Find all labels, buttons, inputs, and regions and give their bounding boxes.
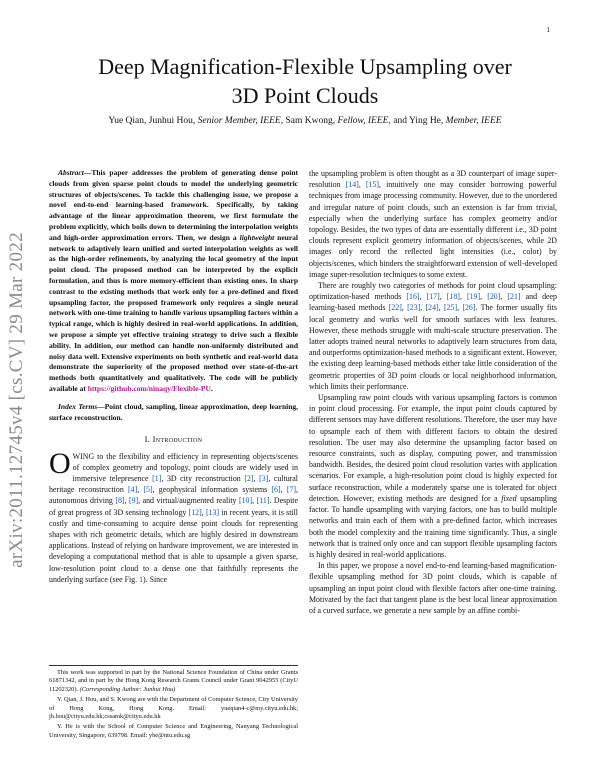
left-column (49, 168, 298, 585)
citation-link[interactable]: [8] (115, 496, 125, 506)
citation-link[interactable]: [25] (443, 303, 458, 313)
author-names-3: and Ying He, (390, 116, 446, 126)
body-text: , (419, 292, 427, 302)
footnote-funding (49, 669, 298, 694)
intro-caps: WING (72, 451, 95, 461)
body-text: the upsampling problem is often thought as a 3D counterpart of image super-resolution (309, 169, 557, 190)
intro-text: , autonomous driving (49, 485, 298, 506)
section-heading-introduction: I. Introduction (144, 434, 203, 445)
body-text: , (480, 292, 488, 302)
drop-cap: O (49, 446, 71, 480)
footnotes (49, 665, 298, 742)
abstract-emphasis: lightweight (239, 232, 275, 242)
author-names-2: Sam Kwong, (283, 116, 338, 126)
citation-link[interactable]: [6] (271, 485, 281, 495)
right-column (309, 168, 557, 616)
citation-link[interactable]: [24] (425, 303, 439, 313)
citation-link[interactable]: [5] (143, 485, 153, 495)
body-text: , (459, 292, 467, 302)
code-link[interactable]: https://github.com/ninaqy/Flexible-PU (87, 383, 211, 393)
author-role-3: Member, IEEE (445, 116, 502, 126)
abstract-end: . (210, 383, 213, 393)
citation-link[interactable]: [3] (259, 473, 269, 483)
abstract (49, 168, 298, 395)
figure-link[interactable]: 1 (139, 574, 144, 584)
author-names-1: Yue Qian, Junhui Hou, (108, 116, 198, 126)
citation-link[interactable]: [19] (466, 292, 481, 302)
right-paragraph-1 (309, 168, 557, 280)
citation-link[interactable]: [20] (487, 292, 501, 302)
author-list (50, 115, 560, 127)
footnote-affiliation-2: Y. He is with the School of Computer Science and Engineering, Nanyang Technological University, Singapore, 639798. Email: yhe@ntu.edu.sg (49, 723, 298, 739)
intro-text: ). Since (143, 574, 168, 584)
index-terms (49, 402, 298, 424)
citation-link[interactable]: [17] (426, 292, 440, 302)
intro-text: , (124, 496, 129, 506)
intro-text: , geophysical information systems (152, 485, 272, 495)
body-text: , (420, 303, 426, 313)
citation-link[interactable]: [11] (256, 496, 270, 506)
citation-link[interactable]: [16] (406, 292, 420, 302)
right-paragraph-2 (309, 280, 557, 392)
citation-link[interactable]: [15] (365, 180, 380, 190)
body-text: Upsampling raw point clouds with various upsampling factors is common in point cloud processing. For example, the input point clouds captured by different sensors may have different resolutions. Therefore, the user may have to upsample each of them with different factors to obtain the desired resolution. The user may also determine the upsampling factor based on resource constraints, such as display, computing power, and transmission bandwidth. Besides, the desired point cloud resolution varies with application scenarios. For example, a high-resolution point cloud is highly expected for surface reconstruction, while a moderately sparse one is tolerated for object detection. However, existing methods are designed for a (309, 393, 557, 503)
abstract-text-2: neural network to adaptively learn unified and sorted interpolation weights as well as the high-order refinements, by analyzing the local geometry of the input point cloud. The proposed method can be interpreted by the explicit formulation, and thus is more memory-efficient than existing ones. In sharp contrast to the existing methods that work only for a pre-defined and fixed upsampling factor, the proposed framework only requires a single neural network with one-time training to handle various upsampling factors within a typical range, which is highly desired in real-world applications. In addition, we propose a simple yet effective training strategy to drive such a flexible ability. In addition, our method can handle non-uniformly distributed and noisy data well. Extensive experiments on both synthetic and real-world data demonstrate the superiority of the proposed method over state-of-the-art methods both quantitatively and qualitatively. The code will be publicly available at (49, 232, 298, 393)
body-text: . The former usually fits local geometry and works well for smooth surfaces with less features. However, these methods struggle with multi-scale structure preservation. The latter adopts trained neural networks to adaptively learn structures from data, and outperforms optimization-based methods to a significant extent. However, the existing deep learning-based methods either take little consideration of the geometric properties of 3D point clouds or local neighborhood information, which limits their performance. (309, 303, 558, 391)
body-text: and deep learning-based methods (309, 292, 557, 313)
author-role-2: Fellow, IEEE, (337, 116, 391, 126)
body-emphasis: fixed (501, 493, 517, 503)
intro-text: , and virtual/augmented reality (138, 496, 239, 506)
citation-link[interactable]: [9] (128, 496, 139, 506)
intro-text: , (252, 496, 257, 506)
title-line-2: 3D Point Clouds (231, 83, 379, 108)
intro-text: , (137, 485, 144, 495)
citation-link[interactable]: [14] (345, 180, 359, 190)
intro-text: , cultural heritage reconstruction (49, 473, 298, 495)
body-text: There are roughly two categories of methods for point cloud upsampling: optimization-based methods (309, 281, 557, 302)
index-terms-text: —Point cloud, sampling, linear approximation, deep learning, surface reconstruction. (49, 401, 299, 422)
citation-link[interactable]: [13] (205, 507, 220, 517)
intro-text: . Despite of great progress of 3D sensing technology (49, 496, 298, 517)
citation-link[interactable]: [21] (507, 292, 521, 302)
arxiv-stamp-text: arXiv:2011.12745v4 [cs.CV] 29 Mar 2022 (6, 232, 27, 568)
intro-text: in recent years, it is still costly and time-consuming to acquire dense point clouds for representing shapes with rich geometric details, which are highly desired in downstream applications. Instead of relying on hardware improvement, we are interested in developing a computational method that is able to upsample a given sparse, low-resolution point cloud to a dense one that faithfully represents the underlying surface (see Fig. (49, 507, 298, 584)
body-text: , (439, 292, 447, 302)
body-text: , (500, 292, 508, 302)
intro-text: to the flexibility and efficiency in representing objects/scenes of complex geometry and topology, point clouds are widely used in immersive telepresence (72, 451, 298, 483)
intro-paragraph-1 (49, 446, 298, 585)
body-text: , (457, 303, 463, 313)
paper-title (60, 52, 550, 110)
author-role-1: Senior Member, IEEE, (197, 116, 284, 126)
corresponding-author: (Corresponding Author: Junhui Hou) (79, 685, 176, 693)
citation-link[interactable]: [4] (128, 485, 138, 495)
body-text: , (401, 303, 408, 313)
citation-link[interactable]: [10] (238, 496, 253, 506)
body-text: , (358, 180, 366, 190)
body-text: upsampling factor. To handle upsampling with varying factors, one has to build multiple networks and train each of them with a pre-defined factor, which increases both the model complexity and the training time significantly. Thus, a single network that is trained only once and can support flexible upsampling factors is highly desired in real-world applications. (309, 493, 557, 559)
citation-link[interactable]: [18] (446, 292, 460, 302)
intro-text: , (253, 473, 260, 483)
intro-text: , (201, 507, 206, 517)
abstract-label: Abstract (58, 168, 84, 177)
title-line-1: Deep Magnification-Flexible Upsampling over (98, 54, 512, 79)
right-paragraph-3 (309, 392, 557, 560)
citation-link[interactable]: [22] (388, 303, 402, 313)
page-number: 1 (546, 26, 550, 34)
footnote-text: This work was supported in part by the National Science Foundation of China under Grants 61871342, and in part by the Hong Kong Research Grants Council under Grant 9042955 (CityU 11202320). (49, 669, 298, 693)
citation-link[interactable]: [2] (244, 473, 254, 483)
citation-link[interactable]: [1] (152, 473, 162, 483)
body-text: , intuitively one may consider borrowing powerful techniques from image processing community. However, due to the unordered and irregular nature of point clouds, such an extension is far from trivial, especially when the underlying surface has complex geometry and/or topology. Besides, the two types of data are essentially different i.e., 3D point clouds represent explicit geometry information of objects/scenes, while 2D images only record the reflected light intensities (i.e., color) by objects/scenes, which hinders the straightforward extension of well-developed image super-resolution techniques to some extent. (309, 180, 557, 279)
right-paragraph-4: In this paper, we propose a novel end-to-end learning-based magnification-flexible upsampling method for 3D point clouds, which is capable of upsampling an input point cloud with flexible factors after one-time training. Motivated by the fact that tangent plane is the best local linear approximation of a curved surface, we generate a new sample by an affine combi- (309, 561, 557, 615)
arxiv-stamp (0, 0, 34, 776)
intro-text: , (280, 485, 287, 495)
body-text: , (438, 303, 444, 313)
intro-text: , 3D city reconstruction (161, 473, 245, 483)
index-terms-label: Index Terms (58, 401, 98, 411)
citation-link[interactable]: [12] (188, 507, 202, 517)
citation-link[interactable]: [7] (286, 485, 297, 495)
citation-link[interactable]: [23] (407, 303, 421, 313)
abstract-text-1: —This paper addresses the problem of generating dense point clouds from given sparse point clouds to model the underlying geometric structures of objects/scenes. To tackle this challenging issue, we propose a novel end-to-end learning-based framework. Specifically, by taking advantage of the linear approximation theorem, we first formulate the problem explicitly, which boils down to determining the interpolation weights and high-order approximation errors. Then, we design a (49, 168, 298, 242)
citation-link[interactable]: [26] (462, 303, 476, 313)
footnote-affiliation-1: Y. Qian, J. Hou, and S. Kwong are with the Department of Computer Science, City University of Hong Kong, Hong Kong. Email: yueqian4-c@my.cityu.edu.hk; jh.hou@cityu.edu.hk;cssamk@cityu.edu.hk (49, 696, 298, 721)
